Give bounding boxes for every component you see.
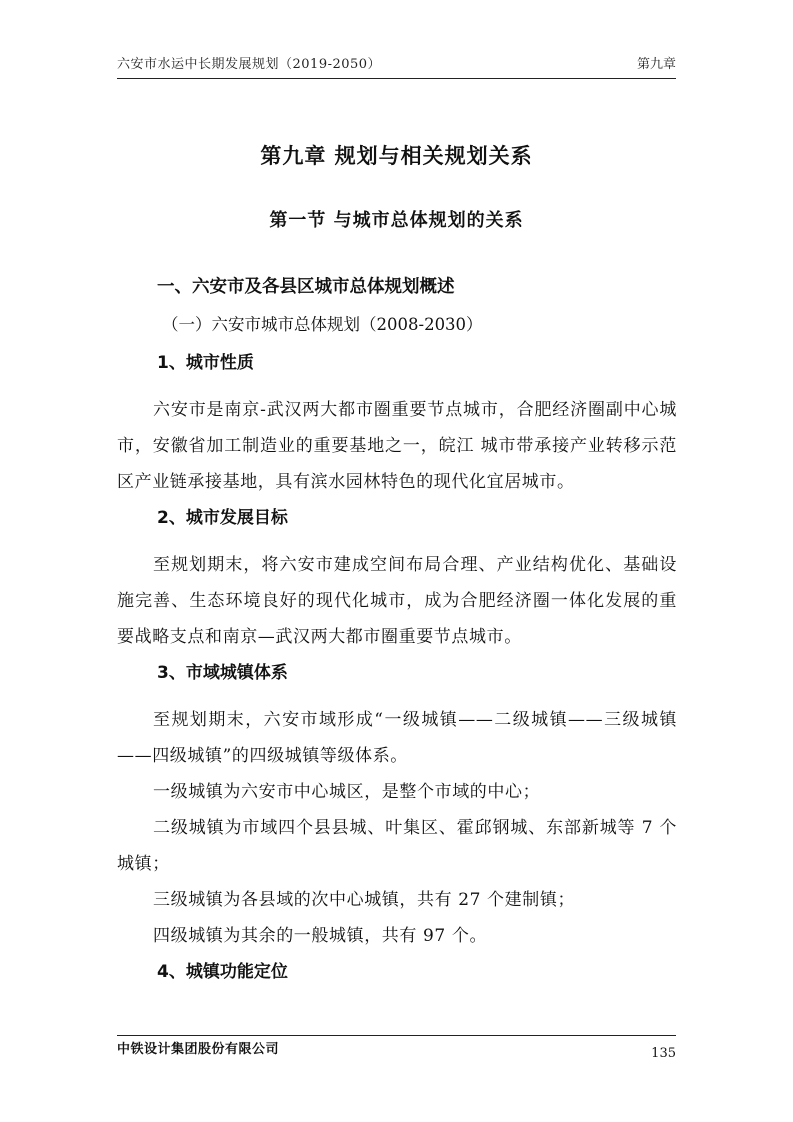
paragraph-town-system: 至规划期末，六安市域形成“一级城镇——二级城镇——三级城镇——四级城镇”的四级城镇等级体系。 bbox=[117, 710, 677, 766]
page-number: 135 bbox=[651, 1046, 676, 1061]
section-title: 第一节 与城市总体规划的关系 bbox=[269, 210, 524, 231]
paragraph-tier-2: 二级城镇为市域四个县县城、叶集区、霍邱钢城、东部新城等 7 个城镇； bbox=[117, 818, 677, 874]
page-header bbox=[117, 56, 676, 79]
header-doc-title: 六安市水运中长期发展规划（2019-2050） bbox=[117, 57, 382, 72]
header-chapter-label: 第九章 bbox=[636, 57, 676, 72]
item-heading-town-system: 3、市域城镇体系 bbox=[157, 663, 288, 683]
heading-level-2: （一）六安市城市总体规划（2008-2030） bbox=[162, 315, 483, 334]
item-heading-development-goal: 2、城市发展目标 bbox=[157, 508, 288, 528]
paragraph-tier-1: 一级城镇为六安市中心城区，是整个市域的中心； bbox=[153, 782, 541, 802]
paragraph-development-goal: 至规划期末，将六安市建成空间布局合理、产业结构优化、基础设施完善、生态环境良好的现代化城市，成为合肥经济圈一体化发展的重要战略支点和南京—武汉两大都市圈重要节点城市。 bbox=[117, 555, 677, 647]
footer-company: 中铁设计集团股份有限公司 bbox=[117, 1042, 280, 1057]
footer-divider bbox=[117, 1035, 676, 1036]
paragraph-tier-3: 三级城镇为各县域的次中心城镇，共有 27 个建制镇； bbox=[153, 890, 576, 910]
item-heading-city-nature: 1、城市性质 bbox=[157, 353, 254, 373]
item-heading-function-positioning: 4、城镇功能定位 bbox=[157, 962, 288, 982]
paragraph-tier-4: 四级城镇为其余的一般城镇，共有 97 个。 bbox=[153, 926, 488, 946]
chapter-title: 第九章 规划与相关规划关系 bbox=[260, 144, 533, 168]
heading-level-1: 一、六安市及各县区城市总体规划概述 bbox=[157, 277, 455, 297]
paragraph-city-nature: 六安市是南京-武汉两大都市圈重要节点城市，合肥经济圈副中心城市，安徽省加工制造业的重要基地之一，皖江 城市带承接产业转移示范区产业链承接基地，具有滨水园林特色的现代化宜居城市。 bbox=[117, 400, 677, 492]
page-body bbox=[117, 275, 677, 1001]
